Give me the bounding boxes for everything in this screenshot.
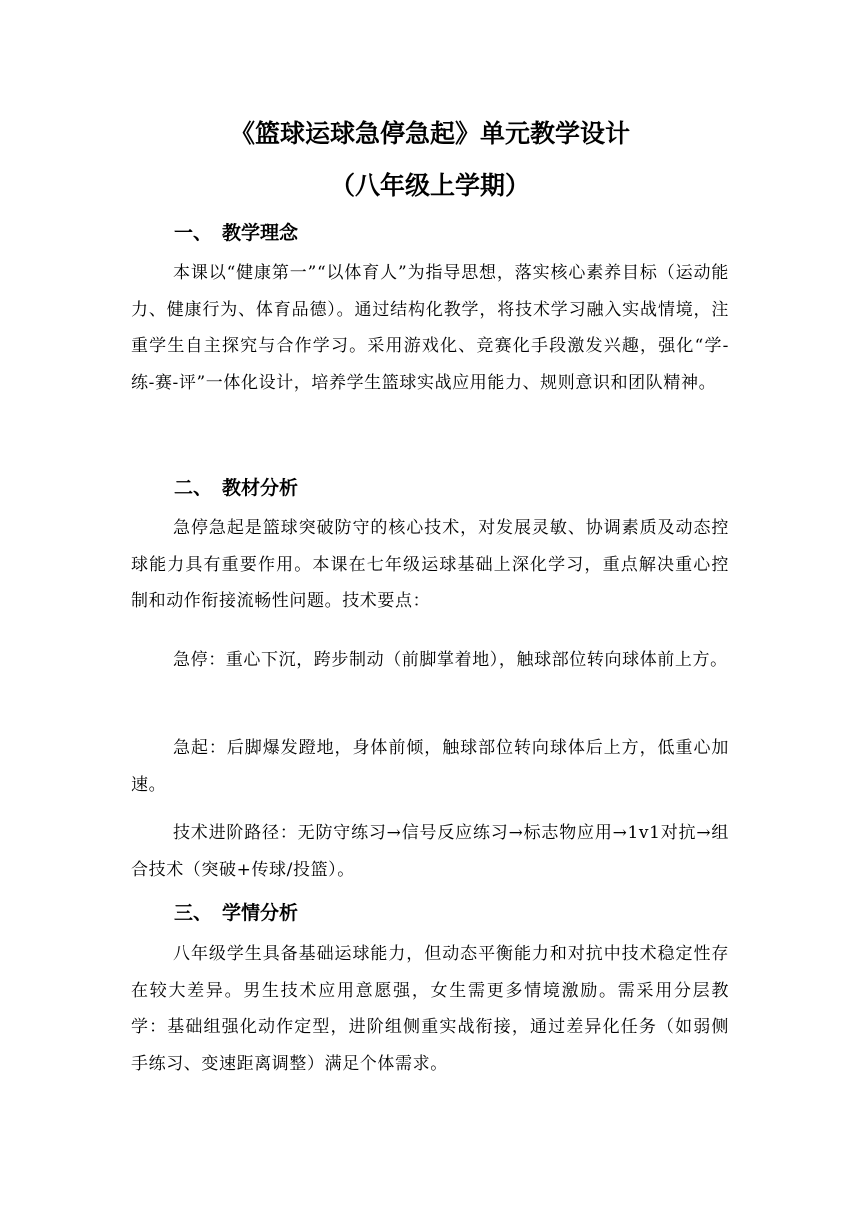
section-title: 教材分析 — [222, 477, 299, 499]
section-number: 一、 — [174, 222, 213, 244]
paragraph-teaching-philosophy: 本课以“健康第一”“以体育人”为指导思想，落实核心素养目标（运动能力、健康行为、体育品德）。通过结构化教学，将技术学习融入实战情境，注重学生自主探究与合作学习。采用游戏化、竞赛化手段激发兴趣，强化“学-练-赛-评”一体化设计，培养学生篮球实战应用能力、规则意识和团队精神。 — [131, 263, 729, 393]
section-title: 教学理念 — [222, 222, 299, 244]
section-heading-material-analysis — [174, 476, 298, 500]
section-number: 三、 — [174, 902, 213, 924]
section-heading-learner-analysis — [174, 901, 298, 925]
section-number: 二、 — [174, 477, 213, 499]
paragraph-sudden-start: 急起：后脚爆发蹬地，身体前倾，触球部位转向球体后上方，低重心加速。 — [131, 738, 729, 795]
paragraph-learner-analysis: 八年级学生具备基础运球能力，但动态平衡能力和对抗中技术稳定性存在较大差异。男生技术应用意愿强，女生需更多情境激励。需采用分层教学：基础组强化动作定型，进阶组侧重实战衔接，通过差异化任务（如弱侧手练习、变速距离调整）满足个体需求。 — [131, 944, 729, 1074]
section-title: 学情分析 — [222, 902, 299, 924]
section-heading-teaching-philosophy — [174, 221, 298, 245]
paragraph-material-analysis: 急停急起是篮球突破防守的核心技术，对发展灵敏、协调素质及动态控球能力具有重要作用。本课在七年级运球基础上深化学习，重点解决重心控制和动作衔接流畅性问题。技术要点： — [131, 518, 729, 612]
paragraph-progression-path: 技术进阶路径：无防守练习→信号反应练习→标志物应用→1v1对抗→组合技术（突破+传球/投篮）。 — [131, 823, 729, 880]
document-subtitle: （八年级上学期） — [329, 171, 530, 200]
document-title: 《篮球运球急停急起》单元教学设计 — [229, 119, 630, 148]
paragraph-sudden-stop: 急停：重心下沉，跨步制动（前脚掌着地），触球部位转向球体前上方。 — [173, 650, 728, 670]
